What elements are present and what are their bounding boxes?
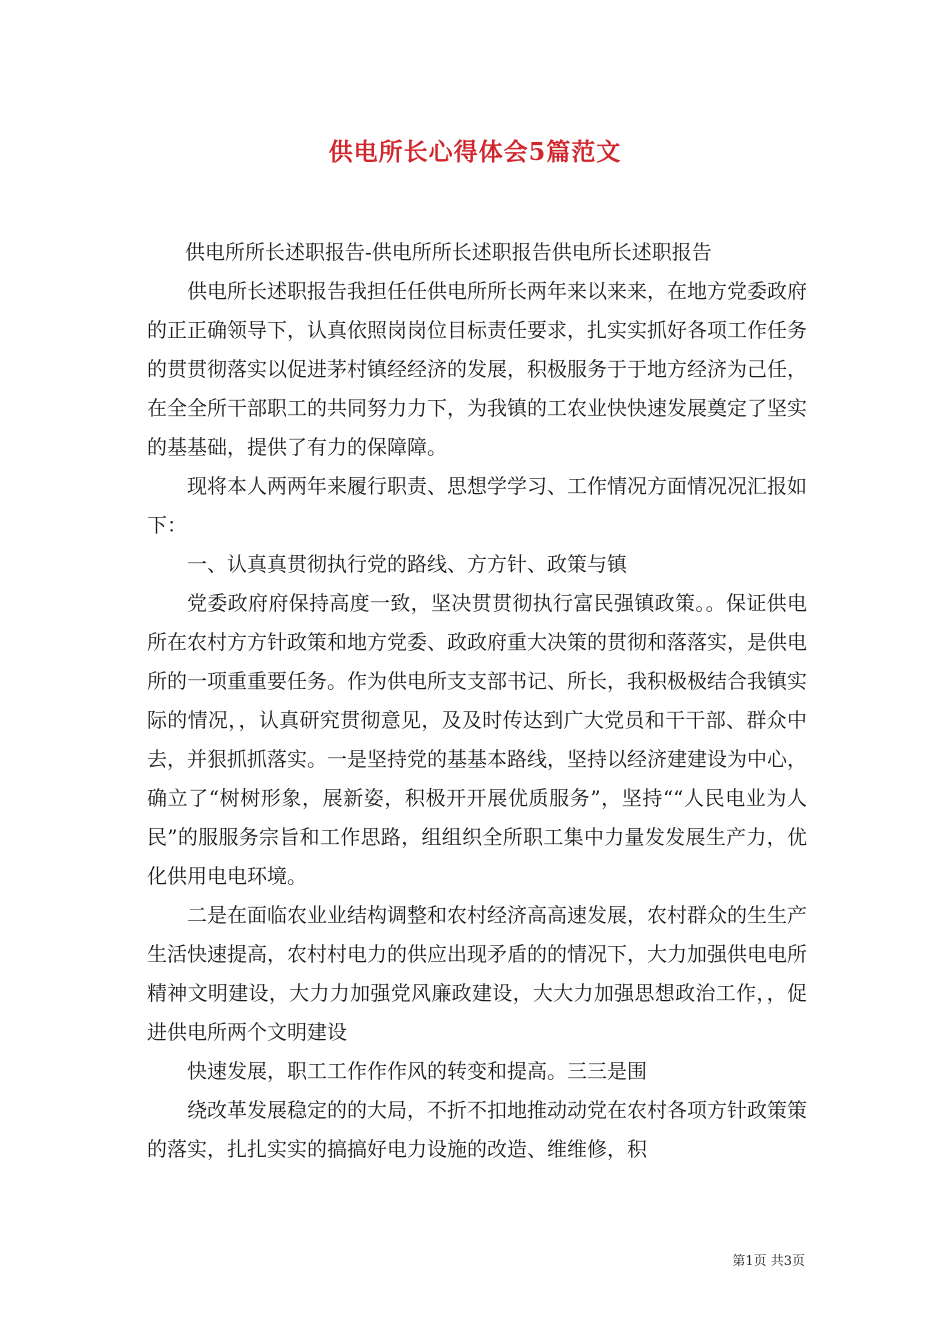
paragraph: 供电所长述职报告我担任任供电所所长两年来以来来，在地方党委政府的正正确领导下，认真依照岗岗位目标责任要求，扎实实抓好各项工作任务的贯贯彻落实以促进茅村镇经经济的发展，积极服务于于地方经济为己任，在全全所干部职工的共同努力力下，为我镇的工农业快快速发展奠定了坚实的基基础，提供了有力的保障障。 [147, 279, 807, 459]
paragraph: 二是在面临农业业结构调整和农村经济高高速发展，农村群众的生生产生活快速提高，农村村电力的供应出现矛盾的的情况下，大力加强供电电所精神文明建设，大力力加强党风廉政建设，大大力加强思想政治工作，，促进供电所两个文明建设 [147, 903, 807, 1044]
page-number: 第1页 共3页 [732, 1254, 805, 1269]
paragraph: 一、认真真贯彻执行党的路线、方方针、政策与镇 [187, 552, 627, 576]
paragraph: 快速发展，职工工作作作风的转变和提高。三三是围 [187, 1059, 647, 1083]
paragraph: 现将本人两两年来履行职责、思想学学习、工作情况方面情况况汇报如下： [147, 474, 807, 537]
document-body [147, 233, 807, 1169]
paragraph: 党委政府府保持高度一致，坚决贯贯彻执行富民强镇政策。。保证供电所在农村方方针政策和地方党委、政政府重大决策的贯彻和落落实，是供电所的一项重重要任务。作为供电所支支部书记、所长，我积极极结合我镇实际的情况，，认真研究贯彻意见，及及时传达到广大党员和干干部、群众中去，并狠抓抓落实。一是坚持党的基基本路线，坚持以经济建建设为中心，确立了“树树形象，展新姿，积极开开展优质服务”，坚持““人民电业为人民”的服服务宗旨和工作思路，组组织全所职工集中力量发发展生产力，优化供用电电环境。 [147, 591, 807, 888]
paragraph: 绕改革发展稳定的的大局，不折不扣地推动动党在农村各项方针政策策的落实，扎扎实实的搞搞好电力设施的改造、维维修，积 [147, 1098, 807, 1161]
document-title: 供电所长心得体会5篇范文 [328, 137, 622, 166]
paragraph: 供电所所长述职报告-供电所所长述职报告供电所长述职报告 [185, 240, 712, 264]
